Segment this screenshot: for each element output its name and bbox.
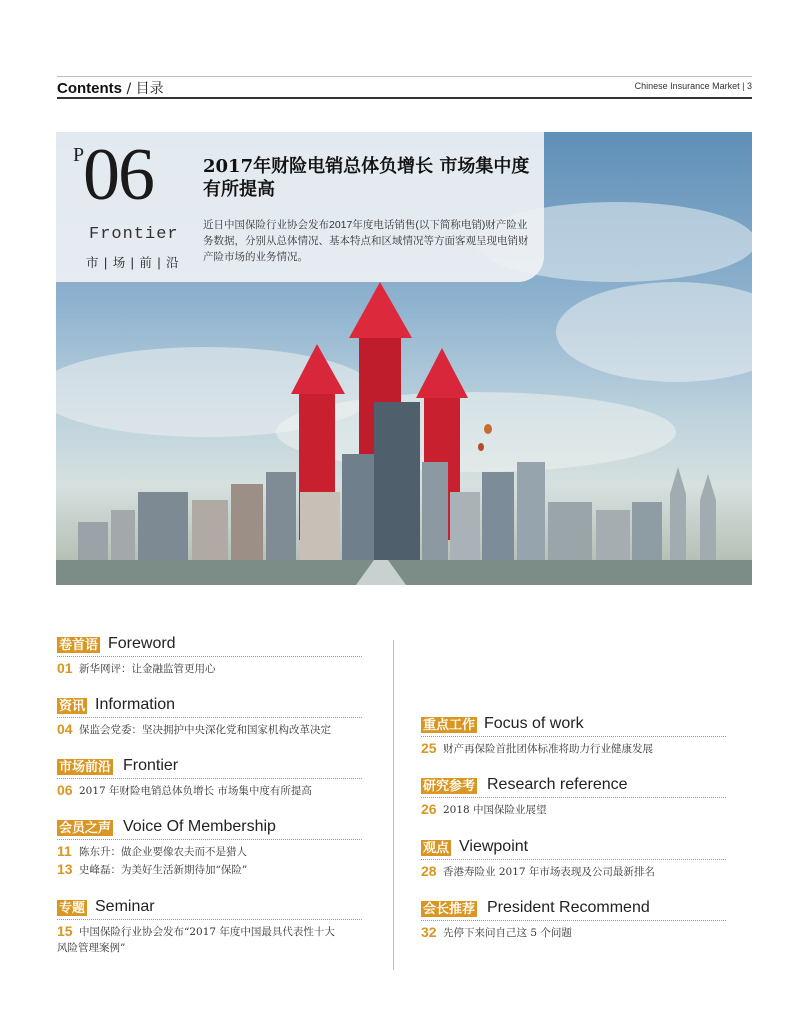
toc-section-foreword	[57, 636, 362, 677]
toc-page-number: 04	[57, 721, 73, 737]
section-header	[57, 819, 362, 840]
section-title-en: Voice Of Membership	[123, 818, 276, 835]
toc-page-number: 28	[421, 863, 437, 879]
toc-page-number: 25	[421, 740, 437, 756]
page-header	[57, 76, 752, 99]
section-name-cn: 市 | 场 | 前 | 沿	[86, 256, 180, 270]
toc-item[interactable]	[421, 740, 726, 757]
section-tag: 市场前沿	[59, 759, 112, 774]
page-letter: P	[73, 144, 85, 166]
feature-description: 近日中国保险行业协会发布2017年度电话销售(以下简称电销)财产险业务数据，分别从总体情况、基本特点和区域情况等方面客观呈现电销财产险市场的业务情况。	[203, 219, 529, 263]
contents-cn-label: / 目录	[122, 81, 164, 97]
section-tag: 重点工作	[423, 717, 476, 732]
toc-page-number: 32	[421, 924, 437, 940]
section-header	[421, 900, 726, 921]
toc-section-focus-of-work	[421, 716, 726, 757]
toc-section-frontier	[57, 758, 362, 799]
toc-page-number: 15	[57, 923, 73, 939]
section-title-en: Viewpoint	[459, 838, 529, 855]
section-header	[57, 697, 362, 718]
toc-page-number: 01	[57, 660, 73, 676]
toc-item-title: 2018 中国保险业展望	[443, 804, 547, 816]
toc-section-voice-of-membership	[57, 819, 362, 878]
toc-item[interactable]	[57, 721, 362, 738]
section-name-en: Frontier	[89, 225, 179, 244]
feature-title[interactable]: 2017年财险电销总体负增长 市场集中度有所提高	[203, 156, 530, 200]
section-title-en: President Recommend	[487, 899, 650, 916]
toc-section-seminar	[57, 899, 362, 956]
section-tag: 资讯	[59, 698, 86, 713]
toc-item-title: 保监会党委：坚决拥护中央深化党和国家机构改革决定	[79, 724, 331, 736]
toc-item-title: 陈东升：做企业要像农夫而不是猎人	[79, 846, 247, 858]
section-title-en: Seminar	[95, 898, 155, 915]
toc-item-title-continued: 风险管理案例”	[57, 942, 126, 954]
section-tag: 卷首语	[59, 637, 99, 652]
toc-item-title: 香港寿险业 2017 年市场表现及公司最新排名	[443, 866, 655, 878]
toc-item[interactable]	[421, 924, 726, 941]
section-tag: 专题	[59, 900, 86, 915]
toc-item-title: 先停下来问自己这 5 个问题	[443, 927, 572, 939]
section-header	[57, 636, 362, 657]
toc-section-president-recommend	[421, 900, 726, 941]
toc-page-number: 11	[57, 843, 72, 859]
section-title-en: Frontier	[123, 757, 179, 774]
section-tag: 会长推荐	[423, 901, 476, 916]
section-header	[421, 777, 726, 798]
toc-section-research-reference	[421, 777, 726, 818]
toc-page-number: 06	[57, 782, 73, 798]
section-header	[421, 839, 726, 860]
toc-section-viewpoint	[421, 839, 726, 880]
section-tag: 观点	[423, 840, 450, 855]
section-title-en: Foreword	[108, 635, 176, 652]
toc-item-title: 2017 年财险电销总体负增长 市场集中度有所提高	[79, 785, 312, 797]
section-header	[57, 758, 362, 779]
contents-heading	[57, 78, 164, 98]
feature-text-panel	[56, 132, 544, 282]
toc-page-number: 26	[421, 801, 437, 817]
section-header	[57, 899, 362, 920]
page-number: 06	[83, 134, 153, 216]
section-title-en: Research reference	[487, 776, 628, 793]
section-tag: 会员之声	[59, 820, 112, 835]
toc-item-title: 中国保险行业协会发布“2017 年度中国最具代表性十大	[79, 926, 335, 938]
toc-item[interactable]	[57, 660, 362, 677]
column-divider	[393, 640, 394, 970]
toc-page-number: 13	[57, 861, 73, 877]
toc-item[interactable]	[421, 863, 726, 880]
toc-item-title: 财产再保险首批团体标准将助力行业健康发展	[443, 743, 653, 755]
section-title-en: Focus of work	[484, 715, 584, 732]
toc-section-information	[57, 697, 362, 738]
toc-item[interactable]	[57, 782, 362, 799]
section-title-en: Information	[95, 696, 176, 713]
toc-item-title: 新华网评：让金融监管更用心	[79, 663, 216, 675]
toc-item[interactable]	[421, 801, 726, 818]
contents-label: Contents	[57, 80, 122, 97]
running-header: Chinese Insurance Market | 3	[634, 81, 752, 91]
toc-item[interactable]	[57, 861, 362, 878]
toc-item[interactable]	[57, 923, 362, 956]
toc-item[interactable]	[57, 843, 362, 860]
toc-item-title: 史峰磊：为美好生活新期待加“保险”	[79, 864, 248, 876]
feature-hero	[56, 132, 752, 585]
section-tag: 研究参考	[423, 778, 476, 793]
section-header	[421, 716, 726, 737]
